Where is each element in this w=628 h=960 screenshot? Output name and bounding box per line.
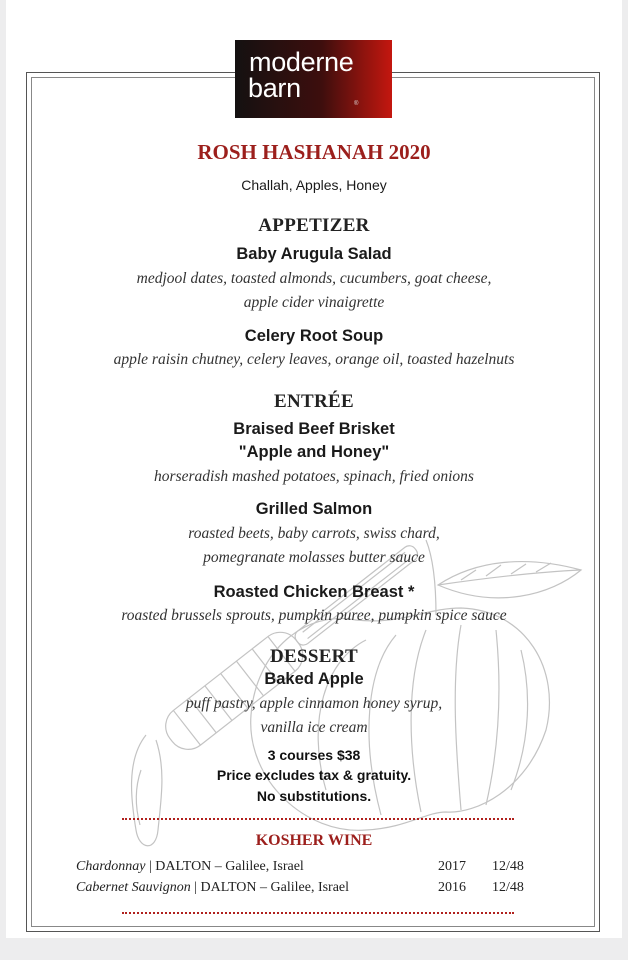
wine-price: 12/48 <box>492 859 524 874</box>
moderne-barn-logo <box>235 40 392 118</box>
dish-name: Baked Apple <box>264 670 364 688</box>
menu-tagline: Challah, Apples, Honey <box>241 177 387 193</box>
dish-description: pomegranate molasses butter sauce <box>203 549 425 566</box>
dish-description: apple cider vinaigrette <box>243 294 385 311</box>
menu-title: ROSH HASHANAH 2020 <box>197 140 431 164</box>
dish-description: horseradish mashed potatoes, spinach, fried onions <box>154 468 474 485</box>
dish-name: Baby Arugula Salad <box>236 245 392 263</box>
substitution-note: No substitutions. <box>256 788 372 804</box>
wine-info <box>76 880 349 896</box>
dish-description: vanilla ice cream <box>260 719 368 736</box>
dessert-heading: DESSERT <box>269 646 359 667</box>
wine-producer: | DALTON – Galilee, Israel <box>190 880 350 895</box>
logo-trademark: ® <box>354 101 359 107</box>
price-note: Price excludes tax & gratuity. <box>216 767 412 783</box>
dotted-divider <box>122 912 514 914</box>
wine-row <box>76 859 546 877</box>
wine-producer: | DALTON – Galilee, Israel <box>145 859 304 874</box>
wine-name: Cabernet Sauvignon <box>76 880 191 895</box>
dish-name: Celery Root Soup <box>244 327 384 345</box>
dish-name: Roasted Chicken Breast <box>213 583 404 601</box>
dish-name: Braised Beef Brisket <box>233 420 395 438</box>
dish-description: puff pastry, apple cinnamon honey syrup, <box>185 695 443 712</box>
dish-description: roasted beets, baby carrots, swiss chard, <box>188 525 440 542</box>
logo-line-1: moderne <box>249 47 354 77</box>
dish-marker: * <box>408 583 415 601</box>
wine-vintage: 2016 <box>438 880 466 895</box>
dish-subname: "Apple and Honey" <box>238 443 390 461</box>
dish-description: medjool dates, toasted almonds, cucumbers, goat cheese, <box>136 270 492 287</box>
dish-description: apple raisin chutney, celery leaves, orange oil, toasted hazelnuts <box>113 351 515 368</box>
dotted-divider <box>122 818 514 820</box>
menu-content <box>6 0 622 938</box>
wine-heading: KOSHER WINE <box>255 832 373 849</box>
dish-description: roasted brussels sprouts, pumpkin puree, pumpkin spice sauce <box>121 607 507 624</box>
wine-info <box>76 859 304 875</box>
wine-vintage: 2017 <box>438 859 466 874</box>
entree-heading: ENTRÉE <box>274 391 354 412</box>
wine-name: Chardonnay <box>76 859 146 874</box>
appetizer-heading: APPETIZER <box>258 215 370 236</box>
price-line: 3 courses $38 <box>267 747 361 763</box>
dish-name: Grilled Salmon <box>255 500 373 518</box>
wine-price: 12/48 <box>492 880 524 895</box>
wine-row <box>76 880 546 898</box>
menu-card <box>6 0 622 938</box>
dish-name-row <box>6 583 622 602</box>
logo-line-2: barn <box>248 73 301 103</box>
